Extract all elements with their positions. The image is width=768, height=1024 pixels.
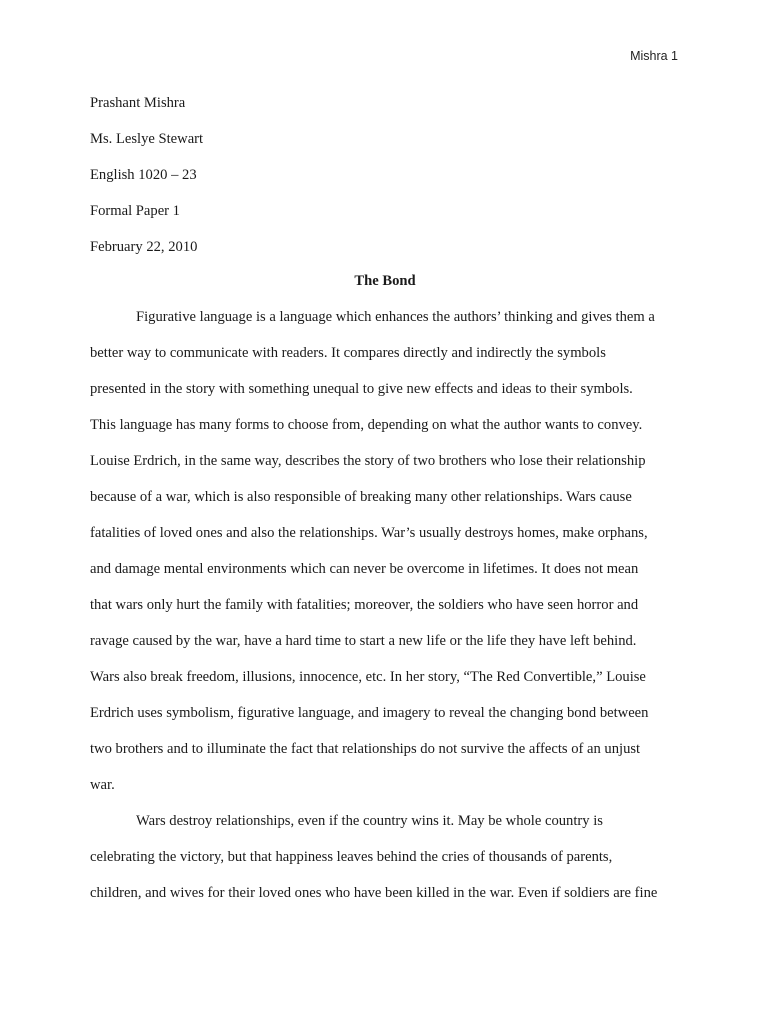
text-line: children, and wives for their loved ones who have been killed in the war. Even if soldiers are fine xyxy=(90,885,658,901)
text-line: that wars only hurt the family with fatalities; moreover, the soldiers who have seen horror and xyxy=(90,597,639,613)
instructor-name: Ms. Leslye Stewart xyxy=(90,131,204,147)
course-name: English 1020 – 23 xyxy=(90,167,197,183)
text-line: and damage mental environments which can never be overcome in lifetimes. It does not mean xyxy=(90,561,639,577)
paper-title: The Bond xyxy=(354,273,416,289)
text-line: presented in the story with something unequal to give new effects and ideas to their symbols. xyxy=(90,381,633,397)
text-line: because of a war, which is also responsible of breaking many other relationships. Wars cause xyxy=(90,489,632,505)
paragraph xyxy=(90,810,680,918)
text-line: Wars destroy relationships, even if the country wins it. May be whole country is xyxy=(136,813,603,829)
text-line: Erdrich uses symbolism, figurative language, and imagery to reveal the changing bond between xyxy=(90,705,649,721)
essay-body xyxy=(90,306,680,918)
text-line: ravage caused by the war, have a hard time to start a new life or the life they have left behind. xyxy=(90,633,637,649)
student-name: Prashant Mishra xyxy=(90,95,186,111)
paragraph xyxy=(90,306,680,810)
text-line: Figurative language is a language which enhances the authors’ thinking and gives them a xyxy=(136,309,655,325)
text-line: better way to communicate with readers. It compares directly and indirectly the symbols xyxy=(90,345,606,361)
paper-date: February 22, 2010 xyxy=(90,239,198,255)
text-line: This language has many forms to choose from, depending on what the author wants to convey. xyxy=(90,417,643,433)
text-line: war. xyxy=(90,777,115,793)
running-head: Mishra 1 xyxy=(630,49,678,63)
assignment-name: Formal Paper 1 xyxy=(90,203,180,219)
text-line: Wars also break freedom, illusions, innocence, etc. In her story, “The Red Convertible,” Louise xyxy=(90,669,646,685)
text-line: two brothers and to illuminate the fact that relationships do not survive the affects of an unjust xyxy=(90,741,641,757)
text-line: fatalities of loved ones and also the relationships. War’s usually destroys homes, make orphans, xyxy=(90,525,648,541)
mla-heading xyxy=(90,91,680,271)
text-line: Louise Erdrich, in the same way, describes the story of two brothers who lose their relationship xyxy=(90,453,646,469)
text-line: celebrating the victory, but that happiness leaves behind the cries of thousands of parents, xyxy=(90,849,613,865)
